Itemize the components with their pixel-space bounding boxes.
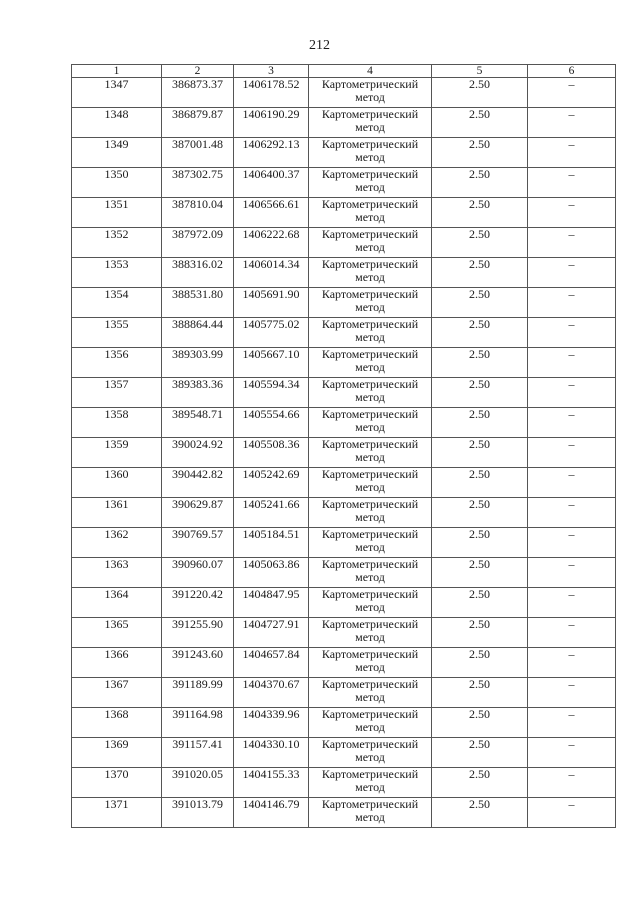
note-cell: –: [528, 78, 616, 108]
x-coordinate-cell: 388864.44: [162, 318, 234, 348]
y-coordinate-cell: 1406292.13: [234, 138, 309, 168]
note-cell: –: [528, 228, 616, 258]
x-coordinate-cell: 391020.05: [162, 768, 234, 798]
header-cell-5: 5: [432, 65, 528, 78]
table-row: [72, 318, 616, 348]
y-coordinate-cell: 1404847.95: [234, 588, 309, 618]
x-coordinate-cell: 391189.99: [162, 678, 234, 708]
y-coordinate-cell: 1404339.96: [234, 708, 309, 738]
point-number-cell: 1353: [72, 258, 162, 288]
point-number-cell: 1364: [72, 588, 162, 618]
accuracy-cell: 2.50: [432, 528, 528, 558]
method-cell: Картометрический метод: [309, 198, 432, 228]
accuracy-cell: 2.50: [432, 78, 528, 108]
note-cell: –: [528, 318, 616, 348]
x-coordinate-cell: 389383.36: [162, 378, 234, 408]
y-coordinate-cell: 1406400.37: [234, 168, 309, 198]
point-number-cell: 1360: [72, 468, 162, 498]
table-row: [72, 708, 616, 738]
x-coordinate-cell: 391220.42: [162, 588, 234, 618]
accuracy-cell: 2.50: [432, 648, 528, 678]
note-cell: –: [528, 258, 616, 288]
x-coordinate-cell: 391013.79: [162, 798, 234, 828]
y-coordinate-cell: 1405691.90: [234, 288, 309, 318]
x-coordinate-cell: 389548.71: [162, 408, 234, 438]
accuracy-cell: 2.50: [432, 468, 528, 498]
y-coordinate-cell: 1405594.34: [234, 378, 309, 408]
point-number-cell: 1363: [72, 558, 162, 588]
table-row: [72, 288, 616, 318]
table-row: [72, 558, 616, 588]
note-cell: –: [528, 768, 616, 798]
x-coordinate-cell: 390960.07: [162, 558, 234, 588]
x-coordinate-cell: 387001.48: [162, 138, 234, 168]
method-cell: Картометрический метод: [309, 168, 432, 198]
method-cell: Картометрический метод: [309, 648, 432, 678]
header-cell-6: 6: [528, 65, 616, 78]
method-cell: Картометрический метод: [309, 408, 432, 438]
table-row: [72, 168, 616, 198]
y-coordinate-cell: 1406014.34: [234, 258, 309, 288]
note-cell: –: [528, 588, 616, 618]
y-coordinate-cell: 1404370.67: [234, 678, 309, 708]
accuracy-cell: 2.50: [432, 228, 528, 258]
accuracy-cell: 2.50: [432, 138, 528, 168]
y-coordinate-cell: 1406566.61: [234, 198, 309, 228]
note-cell: –: [528, 408, 616, 438]
x-coordinate-cell: 388316.02: [162, 258, 234, 288]
point-number-cell: 1359: [72, 438, 162, 468]
note-cell: –: [528, 618, 616, 648]
method-cell: Картометрический метод: [309, 288, 432, 318]
accuracy-cell: 2.50: [432, 408, 528, 438]
note-cell: –: [528, 108, 616, 138]
note-cell: –: [528, 288, 616, 318]
method-cell: Картометрический метод: [309, 618, 432, 648]
table-row: [72, 258, 616, 288]
method-cell: Картометрический метод: [309, 798, 432, 828]
point-number-cell: 1368: [72, 708, 162, 738]
point-number-cell: 1366: [72, 648, 162, 678]
table-row: [72, 108, 616, 138]
x-coordinate-cell: 387810.04: [162, 198, 234, 228]
y-coordinate-cell: 1404330.10: [234, 738, 309, 768]
accuracy-cell: 2.50: [432, 378, 528, 408]
y-coordinate-cell: 1405554.66: [234, 408, 309, 438]
x-coordinate-cell: 387302.75: [162, 168, 234, 198]
accuracy-cell: 2.50: [432, 618, 528, 648]
method-cell: Картометрический метод: [309, 78, 432, 108]
y-coordinate-cell: 1405508.36: [234, 438, 309, 468]
point-number-cell: 1347: [72, 78, 162, 108]
x-coordinate-cell: 391164.98: [162, 708, 234, 738]
y-coordinate-cell: 1405775.02: [234, 318, 309, 348]
x-coordinate-cell: 386879.87: [162, 108, 234, 138]
y-coordinate-cell: 1404657.84: [234, 648, 309, 678]
header-cell-4: 4: [309, 65, 432, 78]
table-row: [72, 648, 616, 678]
x-coordinate-cell: 388531.80: [162, 288, 234, 318]
note-cell: –: [528, 378, 616, 408]
table-row: [72, 438, 616, 468]
accuracy-cell: 2.50: [432, 798, 528, 828]
method-cell: Картометрический метод: [309, 348, 432, 378]
table-row: [72, 678, 616, 708]
table-row: [72, 738, 616, 768]
accuracy-cell: 2.50: [432, 708, 528, 738]
header-cell-2: 2: [162, 65, 234, 78]
x-coordinate-cell: 386873.37: [162, 78, 234, 108]
table-row: [72, 618, 616, 648]
accuracy-cell: 2.50: [432, 348, 528, 378]
y-coordinate-cell: 1405241.66: [234, 498, 309, 528]
point-number-cell: 1358: [72, 408, 162, 438]
table-row: [72, 138, 616, 168]
accuracy-cell: 2.50: [432, 438, 528, 468]
y-coordinate-cell: 1406178.52: [234, 78, 309, 108]
table-row: [72, 468, 616, 498]
accuracy-cell: 2.50: [432, 168, 528, 198]
note-cell: –: [528, 198, 616, 228]
table-row: [72, 498, 616, 528]
y-coordinate-cell: 1404727.91: [234, 618, 309, 648]
method-cell: Картометрический метод: [309, 498, 432, 528]
y-coordinate-cell: 1404146.79: [234, 798, 309, 828]
accuracy-cell: 2.50: [432, 558, 528, 588]
x-coordinate-cell: 391243.60: [162, 648, 234, 678]
x-coordinate-cell: 390769.57: [162, 528, 234, 558]
y-coordinate-cell: 1405184.51: [234, 528, 309, 558]
header-cell-1: 1: [72, 65, 162, 78]
method-cell: Картометрический метод: [309, 438, 432, 468]
header-row: [72, 65, 616, 78]
accuracy-cell: 2.50: [432, 288, 528, 318]
table-row: [72, 198, 616, 228]
method-cell: Картометрический метод: [309, 738, 432, 768]
point-number-cell: 1354: [72, 288, 162, 318]
note-cell: –: [528, 708, 616, 738]
note-cell: –: [528, 348, 616, 378]
y-coordinate-cell: 1406222.68: [234, 228, 309, 258]
point-number-cell: 1355: [72, 318, 162, 348]
coordinates-table: [71, 64, 616, 828]
note-cell: –: [528, 558, 616, 588]
note-cell: –: [528, 798, 616, 828]
table-row: [72, 528, 616, 558]
accuracy-cell: 2.50: [432, 588, 528, 618]
header-cell-3: 3: [234, 65, 309, 78]
note-cell: –: [528, 738, 616, 768]
point-number-cell: 1357: [72, 378, 162, 408]
point-number-cell: 1361: [72, 498, 162, 528]
note-cell: –: [528, 648, 616, 678]
table-row: [72, 228, 616, 258]
y-coordinate-cell: 1405063.86: [234, 558, 309, 588]
table-row: [72, 378, 616, 408]
point-number-cell: 1356: [72, 348, 162, 378]
point-number-cell: 1370: [72, 768, 162, 798]
accuracy-cell: 2.50: [432, 678, 528, 708]
method-cell: Картометрический метод: [309, 108, 432, 138]
page-number: 212: [309, 38, 330, 53]
point-number-cell: 1352: [72, 228, 162, 258]
y-coordinate-cell: 1405242.69: [234, 468, 309, 498]
point-number-cell: 1362: [72, 528, 162, 558]
note-cell: –: [528, 468, 616, 498]
method-cell: Картометрический метод: [309, 228, 432, 258]
accuracy-cell: 2.50: [432, 258, 528, 288]
method-cell: Картометрический метод: [309, 558, 432, 588]
table-body: [72, 65, 616, 828]
accuracy-cell: 2.50: [432, 198, 528, 228]
point-number-cell: 1369: [72, 738, 162, 768]
method-cell: Картометрический метод: [309, 468, 432, 498]
method-cell: Картометрический метод: [309, 588, 432, 618]
table-row: [72, 408, 616, 438]
table-row: [72, 798, 616, 828]
accuracy-cell: 2.50: [432, 738, 528, 768]
note-cell: –: [528, 168, 616, 198]
table-row: [72, 78, 616, 108]
method-cell: Картометрический метод: [309, 258, 432, 288]
method-cell: Картометрический метод: [309, 138, 432, 168]
method-cell: Картометрический метод: [309, 318, 432, 348]
accuracy-cell: 2.50: [432, 768, 528, 798]
table-row: [72, 588, 616, 618]
point-number-cell: 1371: [72, 798, 162, 828]
note-cell: –: [528, 138, 616, 168]
method-cell: Картометрический метод: [309, 708, 432, 738]
method-cell: Картометрический метод: [309, 528, 432, 558]
y-coordinate-cell: 1404155.33: [234, 768, 309, 798]
point-number-cell: 1367: [72, 678, 162, 708]
table-row: [72, 768, 616, 798]
x-coordinate-cell: 390442.82: [162, 468, 234, 498]
y-coordinate-cell: 1405667.10: [234, 348, 309, 378]
note-cell: –: [528, 438, 616, 468]
x-coordinate-cell: 387972.09: [162, 228, 234, 258]
x-coordinate-cell: 389303.99: [162, 348, 234, 378]
accuracy-cell: 2.50: [432, 318, 528, 348]
y-coordinate-cell: 1406190.29: [234, 108, 309, 138]
x-coordinate-cell: 390629.87: [162, 498, 234, 528]
point-number-cell: 1349: [72, 138, 162, 168]
x-coordinate-cell: 391255.90: [162, 618, 234, 648]
x-coordinate-cell: 390024.92: [162, 438, 234, 468]
method-cell: Картометрический метод: [309, 378, 432, 408]
note-cell: –: [528, 528, 616, 558]
point-number-cell: 1351: [72, 198, 162, 228]
table-row: [72, 348, 616, 378]
method-cell: Картометрический метод: [309, 678, 432, 708]
method-cell: Картометрический метод: [309, 768, 432, 798]
point-number-cell: 1365: [72, 618, 162, 648]
note-cell: –: [528, 678, 616, 708]
accuracy-cell: 2.50: [432, 108, 528, 138]
accuracy-cell: 2.50: [432, 498, 528, 528]
point-number-cell: 1348: [72, 108, 162, 138]
point-number-cell: 1350: [72, 168, 162, 198]
x-coordinate-cell: 391157.41: [162, 738, 234, 768]
note-cell: –: [528, 498, 616, 528]
